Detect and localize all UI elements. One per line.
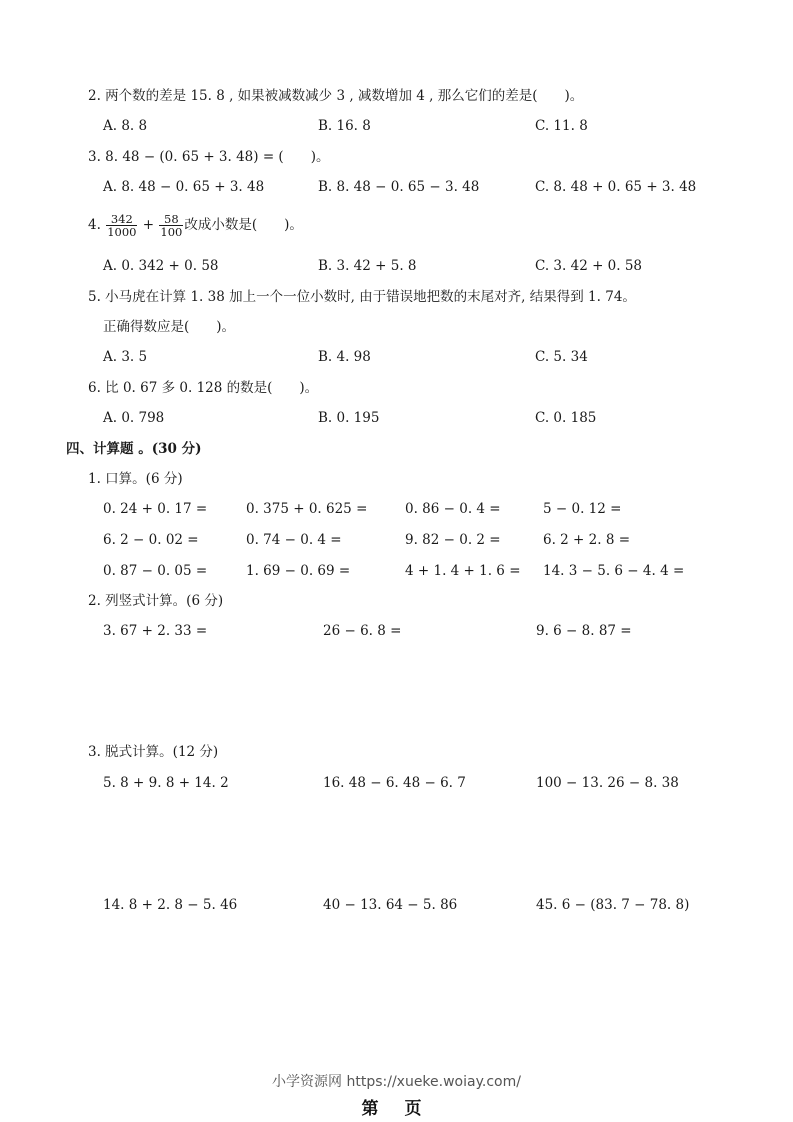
question-6-option-a: A. 0. 798: [103, 410, 165, 426]
question-4-option-a: A. 0. 342 + 0. 58: [103, 258, 219, 274]
plus-sign: +: [142, 217, 155, 233]
question-2-stem: 2. 两个数的差是 15. 8 , 如果被减数减少 3 , 减数增加 4 , 那么它们的差是( )。: [88, 88, 584, 104]
question-4-suffix: 改成小数是( )。: [184, 217, 303, 233]
question-3-option-c: C. 8. 48 + 0. 65 + 3. 48: [535, 179, 697, 195]
oral-calc-item: 5 − 0. 12 =: [543, 501, 622, 517]
question-4-option-b: B. 3. 42 + 5. 8: [318, 258, 417, 274]
question-4-prefix: 4.: [88, 217, 101, 233]
oral-calc-item: 14. 3 − 5. 6 − 4. 4 =: [543, 563, 685, 579]
question-2-option-c: C. 11. 8: [535, 118, 588, 134]
stepwise-calc-title: 3. 脱式计算。(12 分): [88, 744, 219, 760]
vertical-calc-item: 3. 67 + 2. 33 =: [103, 623, 208, 639]
oral-calc-item: 6. 2 + 2. 8 =: [543, 532, 631, 548]
oral-calc-item: 0. 24 + 0. 17 =: [103, 501, 208, 517]
question-2-option-a: A. 8. 8: [103, 118, 148, 134]
stepwise-calc-item: 16. 48 − 6. 48 − 6. 7: [323, 775, 466, 791]
section-4-heading: 四、计算题 。(30 分): [66, 441, 202, 457]
question-5-option-a: A. 3. 5: [103, 349, 148, 365]
oral-calc-title: 1. 口算。(6 分): [88, 471, 183, 487]
oral-calc-item: 9. 82 − 0. 2 =: [405, 532, 501, 548]
question-6-option-b: B. 0. 195: [318, 410, 380, 426]
fraction-2-denominator: 100: [160, 225, 183, 239]
stepwise-calc-item: 45. 6 − (83. 7 − 78. 8): [536, 897, 690, 913]
question-4-option-c: C. 3. 42 + 0. 58: [535, 258, 643, 274]
stepwise-calc-item: 14. 8 + 2. 8 − 5. 46: [103, 897, 238, 913]
question-3-stem: 3. 8. 48 − (0. 65 + 3. 48) = ( )。: [88, 149, 330, 165]
fraction-58-100: [159, 213, 183, 238]
vertical-calc-title: 2. 列竖式计算。(6 分): [88, 593, 224, 609]
question-2-option-b: B. 16. 8: [318, 118, 371, 134]
oral-calc-item: 1. 69 − 0. 69 =: [246, 563, 351, 579]
question-3-option-a: A. 8. 48 − 0. 65 + 3. 48: [103, 179, 265, 195]
question-5-stem-line1: 5. 小马虎在计算 1. 38 加上一个一位小数时, 由于错误地把数的末尾对齐, 结果得到 1. 74。: [88, 289, 636, 305]
fraction-1-numerator: 342: [106, 213, 137, 226]
stepwise-calc-item: 100 − 13. 26 − 8. 38: [536, 775, 679, 791]
watermark-text: 小学资源网 https://xueke.woiay.com/: [272, 1074, 521, 1090]
question-3-option-b: B. 8. 48 − 0. 65 − 3. 48: [318, 179, 480, 195]
fraction-1-denominator: 1000: [107, 225, 137, 239]
oral-calc-item: 0. 87 − 0. 05 =: [103, 563, 208, 579]
question-5-stem-line2: 正确得数应是( )。: [103, 319, 236, 335]
oral-calc-item: 6. 2 − 0. 02 =: [103, 532, 199, 548]
oral-calc-item: 0. 375 + 0. 625 =: [246, 501, 368, 517]
question-6-stem: 6. 比 0. 67 多 0. 128 的数是( )。: [88, 380, 319, 396]
vertical-calc-item: 26 − 6. 8 =: [323, 623, 402, 639]
fraction-342-1000: [106, 213, 137, 238]
oral-calc-item: 0. 86 − 0. 4 =: [405, 501, 501, 517]
question-5-option-c: C. 5. 34: [535, 349, 588, 365]
stepwise-calc-item: 40 − 13. 64 − 5. 86: [323, 897, 458, 913]
stepwise-calc-item: 5. 8 + 9. 8 + 14. 2: [103, 775, 229, 791]
question-5-option-b: B. 4. 98: [318, 349, 371, 365]
fraction-2-numerator: 58: [159, 213, 183, 226]
vertical-calc-item: 9. 6 − 8. 87 =: [536, 623, 632, 639]
question-6-option-c: C. 0. 185: [535, 410, 597, 426]
oral-calc-item: 0. 74 − 0. 4 =: [246, 532, 342, 548]
oral-calc-item: 4 + 1. 4 + 1. 6 =: [405, 563, 521, 579]
question-4-stem: [88, 210, 303, 240]
page-number: 第 页: [361, 1099, 432, 1119]
